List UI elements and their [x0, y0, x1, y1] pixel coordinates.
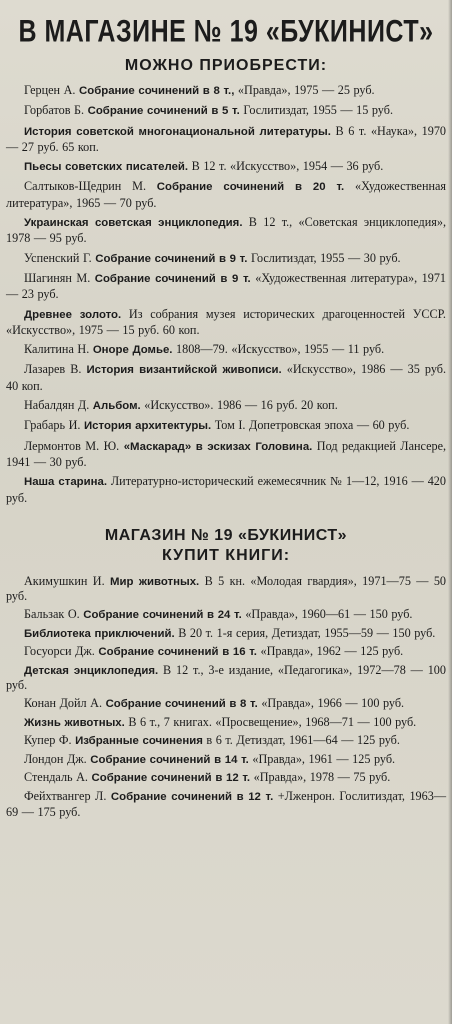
entry-details: Гослитиздат, 1955 — 15 руб.	[243, 103, 393, 118]
entry-title: Древнее золото.	[24, 308, 122, 321]
entry-author: Купер Ф.	[24, 733, 72, 748]
entry-author: Стендаль А.	[24, 770, 88, 785]
list-item	[6, 215, 446, 247]
entry-author: Лермонтов М. Ю.	[24, 438, 120, 453]
entry-details: «Искусство». 1986 — 16 руб. 20 коп.	[144, 398, 338, 413]
entry-details: +Лженрон. Гослитиздат, 1963—69 — 175 руб.	[6, 788, 447, 819]
entry-author: Конан Дойл А.	[24, 695, 103, 710]
entry-title: Мир животных.	[110, 575, 200, 588]
buy-section-subtitle: КУПИТ КНИГИ:	[161, 546, 291, 564]
headline: В МАГАЗИНЕ № 19 «БУКИНИСТ»	[18, 14, 434, 49]
list-item	[6, 251, 446, 267]
entry-details: «Правда», 1966 — 100 руб.	[261, 695, 405, 710]
entry-details: в 6 т. Детиздат, 1961—64 — 125 руб.	[206, 733, 400, 748]
entry-title: Библиотека приключений.	[24, 627, 175, 640]
list-item	[6, 124, 446, 156]
entry-title: Украинская советская энциклопедия.	[24, 217, 243, 230]
entry-title: Собрание сочинений в 24 т.	[83, 609, 242, 622]
entry-title: Собрание сочинений в 8 т.,	[79, 85, 235, 97]
entry-title: История византийской живописи.	[86, 364, 282, 377]
entry-title: Собрание сочинений в 5 т.	[87, 105, 240, 118]
entry-title: Собрание сочинений в 8 т.	[105, 697, 258, 710]
list-item	[6, 574, 446, 604]
entry-details: «Правда», 1960—61 — 150 руб.	[245, 607, 413, 622]
entry-title: Собрание сочинений в 12 т.	[110, 790, 274, 803]
entry-details: 1808—79. «Искусство», 1955 — 11 руб.	[176, 342, 385, 357]
list-item	[6, 362, 446, 394]
list-item	[6, 752, 446, 768]
entry-title: Оноре Домье.	[92, 344, 173, 357]
list-item	[6, 179, 446, 211]
list-item	[6, 733, 446, 749]
sale-list	[6, 83, 446, 506]
list-item	[6, 418, 446, 434]
entry-author: Бальзак О.	[24, 607, 80, 622]
subhead: МОЖНО ПРИОБРЕСТИ:	[124, 57, 328, 74]
list-item	[6, 439, 446, 471]
entry-title: Собрание сочинений в 20 т.	[156, 181, 345, 194]
list-item	[6, 271, 446, 303]
entry-title: Собрание сочинений в 12 т.	[91, 772, 251, 785]
list-item	[6, 103, 446, 119]
list-item	[6, 398, 446, 414]
list-item	[6, 83, 446, 99]
list-item	[6, 770, 446, 786]
list-item	[6, 626, 446, 642]
entry-details: Гослитиздат, 1955 — 30 руб.	[250, 250, 401, 265]
entry-title: Собрание сочинений в 14 т.	[90, 753, 249, 766]
entry-title: Детская энциклопедия.	[24, 664, 159, 677]
list-item	[6, 607, 446, 623]
entry-author: Госуорси Дж.	[24, 644, 95, 659]
list-item	[6, 342, 446, 358]
entry-author: Грабарь И.	[24, 418, 81, 433]
entry-title: Собрание сочинений в 16 т.	[98, 646, 257, 659]
list-item	[6, 474, 446, 506]
entry-details: «Правда», 1978 — 75 руб.	[253, 770, 391, 785]
entry-author: Калитина Н.	[24, 342, 90, 357]
entry-details: Литературно-исторический ежемесячник № 1—12, 1916 — 420 руб.	[6, 474, 446, 505]
entry-details: «Правда», 1961 — 125 руб.	[252, 751, 396, 766]
list-item	[6, 789, 446, 819]
entry-details: «Правда», 1962 — 125 руб.	[260, 644, 404, 659]
entry-title: Собрание сочинений в 9 т.	[94, 272, 251, 285]
entry-title: История архитектуры.	[84, 420, 212, 433]
entry-title: Альбом.	[92, 400, 141, 413]
list-item	[6, 696, 446, 712]
entry-author: Салтыков-Щедрин М.	[24, 179, 146, 194]
entry-author: Набалдян Д.	[24, 398, 90, 413]
entry-details: В 5 кн. «Молодая гвардия», 1971—75 — 50 руб.	[6, 573, 447, 604]
entry-author: Шагинян М.	[24, 270, 91, 285]
entry-title: Собрание сочинений в 9 т.	[95, 252, 248, 265]
entry-details: Том I. Допетровская эпоха — 60 руб.	[214, 418, 410, 433]
entry-title: Наша старина.	[24, 476, 107, 489]
entry-author: Успенский Г.	[24, 250, 92, 265]
entry-details: «Художественная литература», 1965 — 70 руб.	[6, 179, 447, 210]
list-item	[6, 307, 446, 339]
entry-title: Пьесы советских писателей.	[24, 161, 189, 174]
entry-details: «Художественная литература», 1971 — 23 руб.	[6, 270, 447, 302]
entry-details: В 20 т. 1-я серия, Детиздат, 1955—59 — 150 руб.	[178, 625, 436, 640]
entry-details: В 12 т., 3-е издание, «Педагогика», 1972—78 — 100 руб.	[6, 662, 446, 693]
entry-details: «Искусство», 1986 — 35 руб. 40 коп.	[6, 362, 447, 393]
entry-title: «Маскарад» в эскизах Головина.	[123, 440, 313, 453]
entry-details: Под редакцией Лансере, 1941 — 30 руб.	[6, 438, 447, 469]
page-edge-shadow	[448, 0, 452, 1024]
list-item	[6, 663, 446, 693]
entry-author: Фейхтвангер Л.	[24, 788, 107, 803]
entry-author: Герцен А.	[24, 83, 76, 97]
entry-details: В 6 т. «Наука», 1970 — 27 руб. 65 коп.	[6, 123, 447, 154]
entry-title: Жизнь животных.	[24, 716, 125, 729]
buy-section-title: МАГАЗИН № 19 «БУКИНИСТ»	[104, 526, 348, 544]
list-item	[6, 715, 446, 731]
entry-title: История советской многонациональной литературы.	[24, 125, 331, 138]
entry-details: В 12 т., «Советская энциклопедия», 1978 — 95 руб.	[6, 215, 447, 246]
entry-title: Избранные сочинения	[75, 735, 203, 748]
entry-author: Горбатов Б.	[24, 103, 85, 118]
entry-details: Из собрания музея исторических драгоценностей УССР. «Искусство», 1975 — 15 руб. 60 коп.	[6, 306, 446, 337]
entry-author: Лондон Дж.	[24, 751, 87, 766]
buy-list	[6, 574, 446, 819]
entry-author: Акимушкин И.	[24, 573, 105, 588]
list-item	[6, 644, 446, 660]
entry-details: В 12 т. «Искусство», 1954 — 36 руб.	[191, 159, 384, 174]
entry-details: В 6 т., 7 книгах. «Просвещение», 1968—71 — 100 руб.	[128, 714, 417, 729]
entry-author: Лазарев В.	[24, 362, 82, 377]
entry-details: «Правда», 1975 — 25 руб.	[237, 83, 375, 97]
list-item	[6, 159, 446, 175]
